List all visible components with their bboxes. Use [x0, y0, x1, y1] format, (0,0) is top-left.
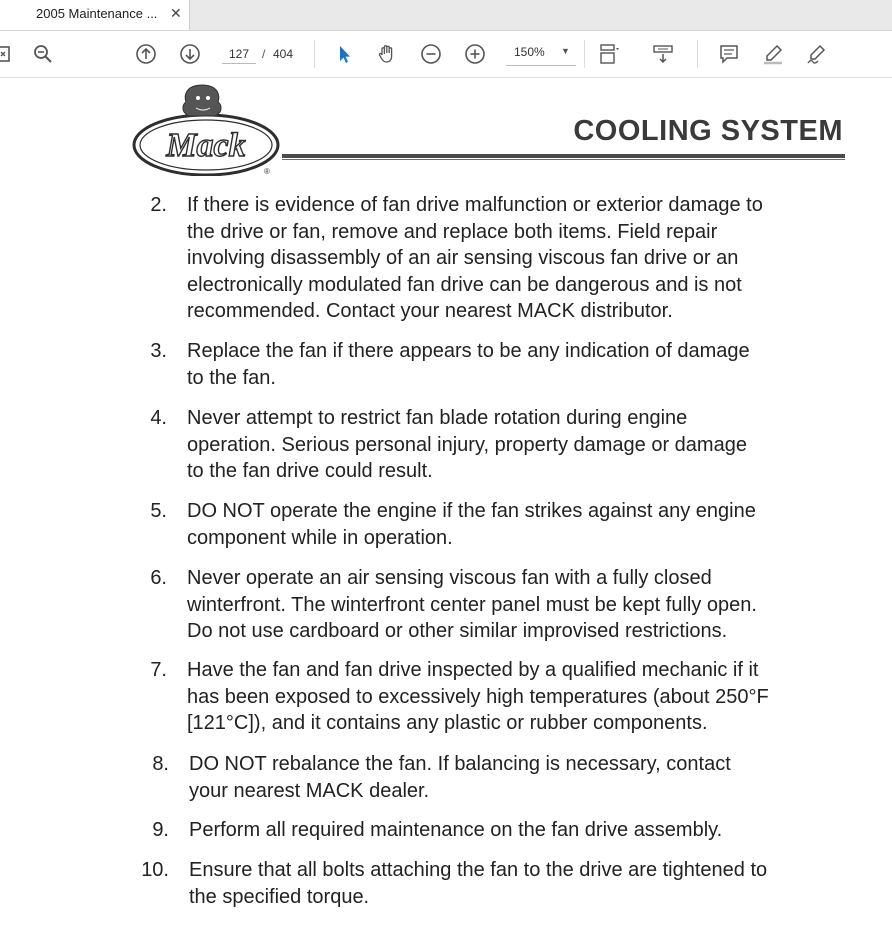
item-text: Never operate an air sensing viscous fan with a fully closed winterfront. The winterfront center panel must be kept fully open. Do not use cardboard or other similar improvised restrictions.	[187, 567, 757, 642]
close-tab-icon[interactable]: ✕	[170, 5, 182, 21]
item-number: 2.	[150, 194, 167, 216]
item-number: 10.	[141, 859, 169, 881]
item-number: 7.	[150, 659, 167, 681]
item-number: 9.	[152, 819, 169, 841]
toolbar-divider	[697, 40, 698, 68]
logo-text: Mack	[166, 127, 246, 164]
total-pages: 404	[273, 47, 294, 61]
item-number: 5.	[150, 500, 167, 522]
previous-page-icon[interactable]	[133, 41, 159, 67]
toolbar-divider	[314, 40, 315, 68]
sign-icon[interactable]	[803, 41, 829, 67]
item-number: 6.	[150, 567, 167, 589]
page-number-input[interactable]: 127	[222, 45, 256, 64]
item-number: 4.	[150, 407, 167, 429]
document-page	[0, 78, 892, 927]
item-text: Never attempt to restrict fan blade rotation during engine operation. Serious personal injury, property damage or damage to the fan drive could result.	[187, 407, 747, 482]
toolbar-divider	[584, 40, 585, 68]
select-cursor-icon[interactable]	[331, 41, 357, 67]
zoom-out-icon[interactable]	[418, 41, 444, 67]
item-number: 8.	[152, 753, 169, 775]
tab-bar	[0, 0, 892, 31]
item-text: Perform all required maintenance on the fan drive assembly.	[189, 819, 723, 841]
sidebar-toggle-icon[interactable]	[0, 41, 14, 67]
chevron-down-icon: ▼	[561, 46, 570, 56]
toolbar	[0, 31, 892, 78]
item-number: 3.	[150, 340, 167, 362]
next-page-icon[interactable]	[177, 41, 203, 67]
mack-logo	[130, 84, 282, 176]
item-text: DO NOT rebalance the fan. If balancing is necessary, contact your nearest MACK dealer.	[189, 753, 731, 802]
item-text: Replace the fan if there appears to be any indication of damage to the fan.	[187, 340, 750, 389]
highlight-icon[interactable]	[760, 41, 786, 67]
item-text: DO NOT operate the engine if the fan strikes against any engine component while in operation.	[187, 500, 756, 549]
zoom-in-icon[interactable]	[462, 41, 488, 67]
scroll-mode-icon[interactable]	[650, 41, 676, 67]
zoom-value: 150%	[514, 45, 545, 59]
svg-text:®: ®	[264, 167, 270, 176]
header-rule-thin	[282, 159, 845, 160]
item-text: Have the fan and fan drive inspected by a qualified mechanic if it has been exposed to excessively high temperatures (about 250°F [121°C]), and it contains any plastic or rubber components.	[187, 659, 769, 734]
header-rule	[282, 154, 845, 158]
item-text: If there is evidence of fan drive malfunction or exterior damage to the drive or fan, remove and replace both items. Field repair involving disassembly of an air sensing viscous fan drive or an electronically modulated fan drive can be dangerous and is not recommended. Contact your nearest MACK distributor.	[187, 194, 763, 322]
comment-icon[interactable]	[716, 41, 742, 67]
hand-tool-icon[interactable]	[374, 41, 400, 67]
document-tab[interactable]	[0, 0, 190, 30]
page-title: COOLING SYSTEM	[573, 115, 843, 147]
item-text: Ensure that all bolts attaching the fan to the drive are tightened to the specified torque.	[189, 859, 768, 908]
page-fit-icon[interactable]	[596, 41, 622, 67]
zoom-search-icon[interactable]	[30, 41, 56, 67]
tab-title: 2005 Maintenance ...	[36, 6, 158, 21]
page-separator: /	[262, 47, 266, 61]
zoom-select[interactable]	[506, 43, 576, 66]
